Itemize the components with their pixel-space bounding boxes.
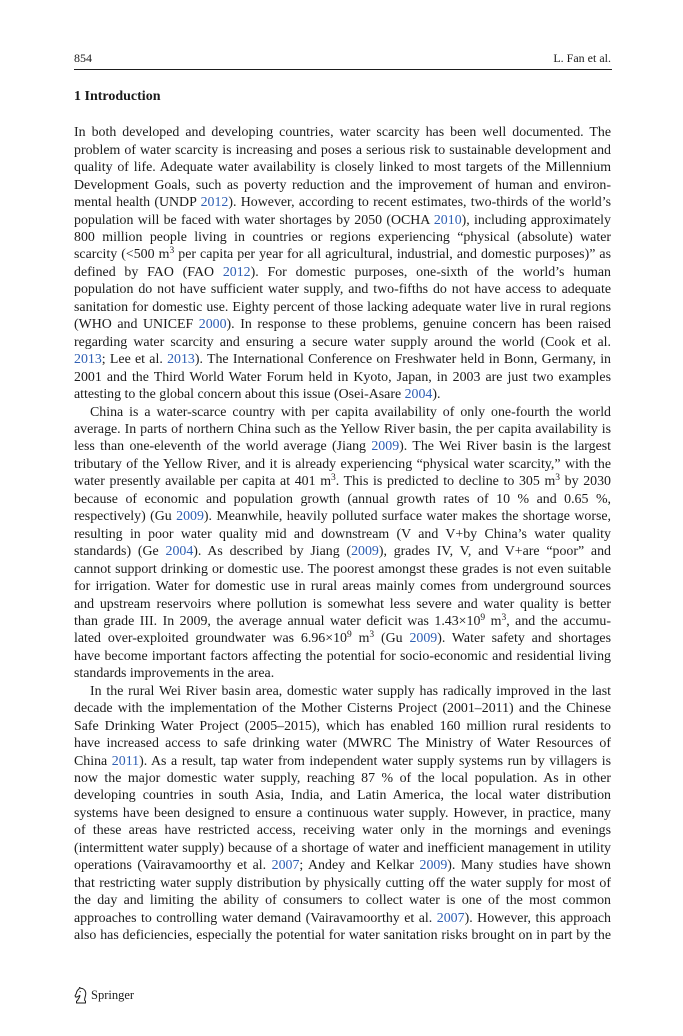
text-run: by 2030 — [560, 474, 611, 490]
text-run: attesting to the global concern about this issue (Osei-Asare — [74, 387, 405, 403]
text-run: China is a water-scarce country with per capita availability of only one-fourth the world — [90, 404, 611, 420]
text-line — [74, 229, 611, 246]
page-header — [74, 50, 611, 66]
text-run: (Gu — [374, 631, 410, 647]
text-line — [74, 281, 611, 298]
text-line — [74, 683, 611, 700]
text-run: problem of water scarcity is increasing and poses a serious risk to sustainable development and — [74, 142, 611, 158]
superscript: 9 — [346, 630, 352, 641]
text-line — [74, 927, 611, 944]
paragraph — [74, 683, 611, 945]
text-run: operations (Vairavamoorthy et al. — [74, 858, 272, 874]
text-run: because of economic and population growth (annual growth rates of 10 % and 0.65 %, — [74, 491, 611, 507]
header-rule — [74, 69, 612, 70]
text-line — [74, 177, 611, 194]
text-run: ; Lee et al. — [101, 352, 168, 368]
text-run: ), grades IV, V, and V+are “poor” and — [378, 544, 611, 560]
text-line — [74, 369, 611, 386]
text-run: mental health (UNDP — [74, 195, 201, 211]
text-run: the day and limiting the ability of consumers to collect water is one of the most common — [74, 893, 611, 909]
text-line — [74, 316, 611, 333]
text-run: and upstream reservoirs where pollution is somewhat less severe and water quality is better — [74, 596, 611, 612]
citation-link[interactable]: 2010 — [433, 212, 462, 228]
text-line — [74, 630, 611, 647]
text-run: water presently available per capita at 401 m — [74, 474, 332, 490]
text-line — [74, 840, 611, 857]
text-run: defined by FAO (FAO — [74, 264, 223, 280]
text-run: population do not have sufficient water supply, and two-fifths do not have access to adequate — [74, 282, 611, 298]
text-run: approaches to controlling water demand (Vairavamoorthy et al. — [74, 910, 437, 926]
text-run: China — [74, 753, 112, 769]
text-run: In the rural Wei River basin area, domestic water supply has radically improved in the last — [90, 683, 611, 699]
text-run: ). The International Conference on Freshwater held in Bonn, Germany, in — [194, 352, 612, 368]
text-run: than grade III. In 2009, the average annual water deficit was 1.43×10 — [74, 613, 481, 629]
citation-link[interactable]: 2009 — [176, 509, 204, 525]
text-line — [74, 491, 611, 508]
text-run: decade with the implementation of the Mother Cisterns Project (2001–2011) and the Chinese — [74, 701, 611, 717]
section-heading: 1 Introduction — [74, 89, 161, 104]
text-line — [74, 124, 611, 141]
text-run: scarcity (<500 m — [74, 247, 170, 263]
text-line — [74, 456, 611, 473]
text-run: regarding water scarcity and ensuring a secure water supply around the world (Cook et al. — [74, 334, 611, 350]
text-line — [74, 892, 611, 909]
text-line — [74, 910, 611, 927]
text-run: population will be faced with water shortages by 2050 (OCHA — [74, 212, 434, 228]
text-line — [74, 700, 611, 717]
text-run: have become important factors affecting the potential for socio-economic and residential living — [74, 648, 611, 664]
text-run: ). In response to these problems, genuine concern has been raised — [226, 317, 611, 333]
text-line — [74, 142, 611, 159]
text-run: for irrigation. Water for domestic use in rural areas mainly comes from underground sources — [74, 579, 611, 595]
citation-link[interactable]: 2013 — [167, 352, 195, 368]
text-run: . This is predicted to decline to 305 m — [335, 474, 556, 490]
text-line — [74, 194, 611, 211]
text-run: 2001 and the Third World Water Forum held in Kyoto, Japan, in 2003 are just two examples — [74, 369, 611, 385]
text-run: 800 million people living in countries or regions experiencing “physical (absolute) water — [74, 229, 611, 245]
text-run: less than one-eleventh of the world average (Jiang — [74, 439, 372, 455]
text-run: sanitation for domestic use. Eighty percent of those lacking adequate water live in rural regions — [74, 299, 611, 315]
citation-link[interactable]: 2011 — [111, 753, 140, 769]
text-run: ). Many studies have shown — [447, 858, 611, 874]
text-line — [74, 334, 611, 351]
text-line — [74, 805, 611, 822]
text-run: resulting in poor water quality mid and downstream (V and V+by China’s water quality — [74, 526, 611, 542]
paragraph — [74, 404, 611, 683]
text-run: respectively) (Gu — [74, 509, 177, 525]
text-run: ). For domestic purposes, one-sixth of the world’s human — [250, 264, 612, 280]
citation-link[interactable]: 2012 — [200, 195, 229, 211]
text-run: ). The Wei River basin is the largest — [399, 439, 611, 455]
citation-link[interactable]: 2004 — [404, 387, 433, 403]
text-line — [74, 473, 611, 490]
text-run: m — [485, 613, 502, 629]
superscript: 3 — [555, 473, 560, 484]
citation-link[interactable]: 2004 — [165, 544, 194, 560]
springer-knight-icon — [74, 987, 88, 1004]
text-line — [74, 508, 611, 525]
text-line — [74, 718, 611, 735]
text-run: average. In parts of northern China such as the Yellow River basin, the per capita availability is — [74, 421, 611, 437]
text-run: cannot support drinking or domestic use. The poorest amongst these grades is not even suitable — [74, 561, 611, 577]
text-line — [74, 596, 611, 613]
superscript: 3 — [501, 612, 507, 623]
citation-link[interactable]: 2000 — [198, 317, 227, 333]
text-line — [74, 264, 611, 281]
text-run: per capita per year for all agricultural, industrial, and domestic purposes)” as — [174, 247, 612, 263]
text-run: ). Water safety and shortages — [437, 631, 611, 647]
text-line — [74, 613, 611, 630]
text-run: ). As described by Jiang ( — [193, 544, 352, 560]
text-line — [74, 526, 611, 543]
text-line — [74, 857, 611, 874]
text-run: (intermittent water supply) because of a shortage of water and inefficient management in utility — [74, 840, 611, 856]
text-run: ). As a result, tap water from independent water supply systems run by villagers is — [139, 753, 611, 769]
text-run: standards improvements in the area. — [74, 666, 275, 682]
text-line — [74, 421, 611, 438]
text-line — [74, 875, 611, 892]
text-line — [74, 543, 611, 560]
text-run: , and the accumu- — [506, 613, 611, 629]
citation-link[interactable]: 2007 — [271, 858, 300, 874]
superscript: 3 — [169, 246, 175, 257]
superscript: 3 — [369, 630, 375, 641]
text-run: (WHO and UNICEF — [74, 317, 199, 333]
citation-link[interactable]: 2009 — [351, 544, 379, 560]
text-line — [74, 648, 611, 665]
text-line — [74, 787, 611, 804]
text-run: developing countries in south Asia, India, and Latin America, the local water distribution — [74, 788, 611, 804]
text-run: ). However, this approach — [464, 910, 611, 926]
text-run: of these areas have restricted access, receiving water only in the mornings and evenings — [74, 823, 611, 839]
text-line — [74, 578, 611, 595]
citation-link[interactable]: 2009 — [371, 439, 400, 455]
text-line — [74, 386, 611, 403]
text-line — [74, 561, 611, 578]
text-run: In both developed and developing countries, water scarcity has been well documented. The — [74, 125, 611, 141]
paragraph — [74, 124, 611, 403]
text-line — [74, 438, 611, 455]
text-line — [74, 735, 611, 752]
text-run: Safe Drinking Water Project (2005–2015), which has enabled 160 million rural residents to — [74, 718, 611, 734]
text-run: now the major domestic water supply, reaching 87 % of the local population. As in other — [74, 771, 611, 787]
text-line — [74, 299, 611, 316]
page-footer — [74, 986, 134, 1004]
text-run: have increased access to safe drinking water (MWRC The Ministry of Water Resources of — [74, 736, 611, 752]
text-line — [74, 351, 611, 368]
text-run: quality of life. Adequate water availability is closely linked to most targets of the Millennium — [74, 160, 611, 176]
text-line — [74, 212, 611, 229]
text-run: ; Andey and Kelkar — [299, 858, 420, 874]
publisher-name: Springer — [91, 988, 135, 1002]
text-run: tributary of the Yellow River, and it is already experiencing “physical water scarcity,” with the — [74, 456, 611, 472]
citation-link[interactable]: 2013 — [74, 352, 102, 368]
text-line — [74, 404, 611, 421]
citation-link[interactable]: 2009 — [419, 858, 448, 874]
text-run: that restricting water supply distribution by physically cutting off the water supply for most of — [74, 875, 611, 891]
text-run: ). Meanwhile, heavily polluted surface water makes the shortage worse, — [203, 509, 611, 525]
text-line — [74, 159, 611, 176]
text-line — [74, 246, 611, 263]
text-run: ). — [432, 387, 441, 403]
running-head: L. Fan et al. — [553, 51, 611, 65]
citation-link[interactable]: 2012 — [222, 264, 251, 280]
text-line — [74, 770, 611, 787]
body-text — [74, 124, 611, 944]
text-line — [74, 665, 611, 682]
text-run: ). However, according to recent estimates, two-thirds of the world’s — [228, 195, 612, 211]
text-run: systems have been designed to ensure a continuous water supply. However, in practice, many — [74, 805, 611, 821]
text-run: lated over-exploited groundwater was 6.96×10 — [74, 631, 347, 647]
text-line — [74, 753, 611, 770]
text-run: also has deficiencies, especially the potential for water sanitation risks brought on in part by the — [74, 928, 611, 944]
superscript: 9 — [480, 612, 486, 623]
superscript: 3 — [331, 473, 336, 484]
citation-link[interactable]: 2007 — [436, 910, 465, 926]
text-run: standards) (Ge — [74, 544, 166, 560]
text-run: m — [351, 631, 370, 647]
text-line — [74, 822, 611, 839]
text-run: Development Goals, such as poverty reduction and the improvement of human and environ- — [74, 177, 611, 193]
page-number: 854 — [74, 51, 92, 65]
text-run: ), including approximately — [461, 212, 611, 228]
citation-link[interactable]: 2009 — [409, 631, 438, 647]
